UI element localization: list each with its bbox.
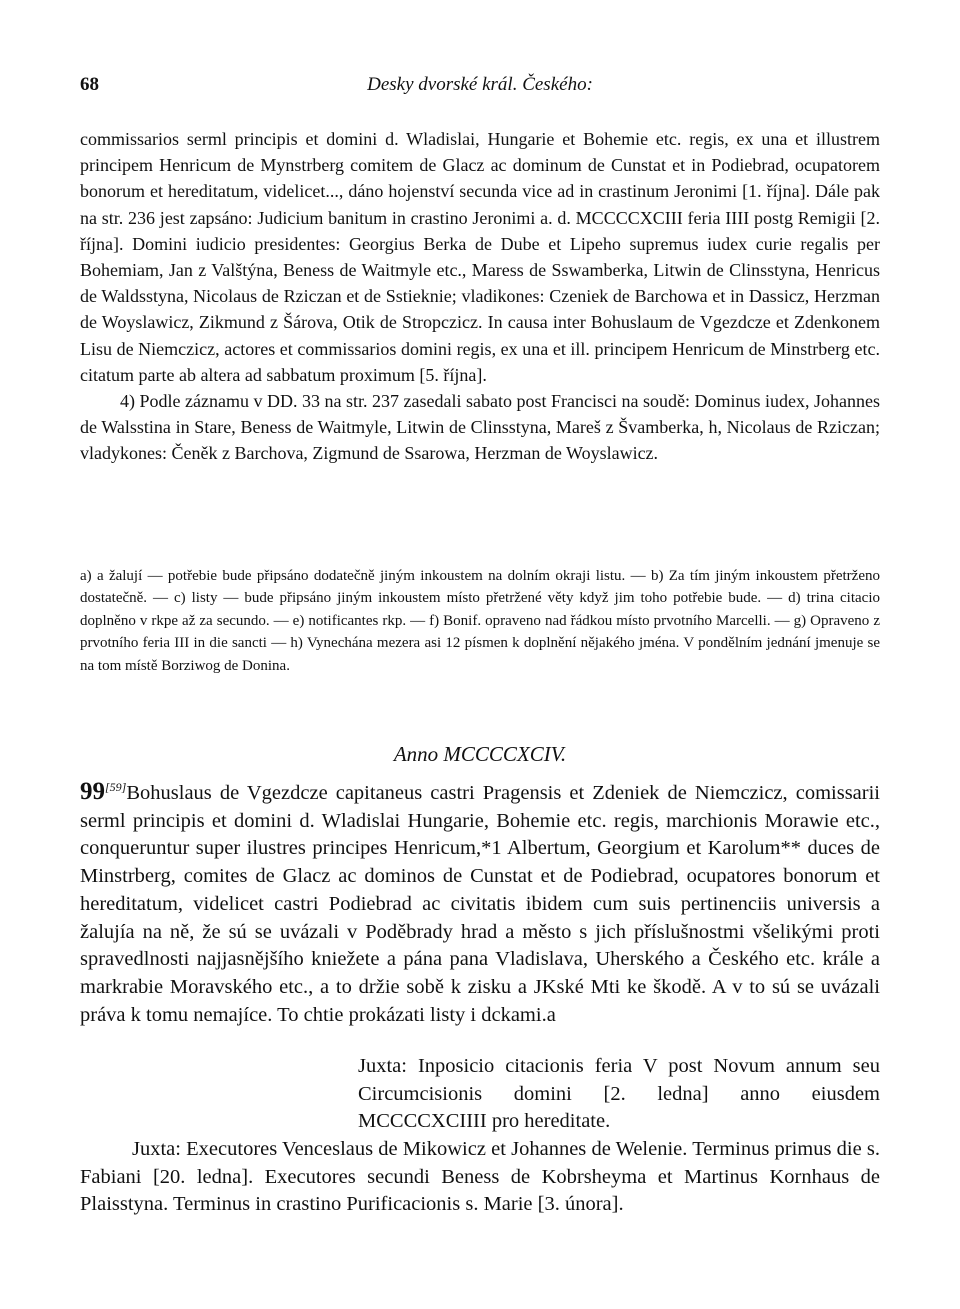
year-heading: Anno MCCCCXCIV. [393,742,567,766]
continuation-paragraph: commissarios serml principis et domini d. Wladislai, Hungarie et Bohemie etc. regis, ex una et illustrem principem Henricum de Mynstrberg comitem de Glacz ac dominum de Cunstat et in Podiebrad, ocupatorem bonorum et hereditatum, videlicet..., dáno hojenství secunda vice ad in crastinum Jeronimi [1. října]. Dále pak na str. 236 jest zapsáno: Judicium banitum in crastino Jeronimi a. d. MCCCCXCIII feria IIII postg Remigii [2. října]. Domini iudicio presidentes: Georgius Berka de Dube et Lipeho supremus iudex curie regalis per Bohemiam, Jan z Valštýna, Beness de Waitmyle etc., Maress de Sswamberka, Litwin de Clinsstyna, Henricus de Waldsstyna, Nicolaus de Rziczan et de Sstieknie; vladikones: Czeniek de Barchowa et in Dassicz, Herzman de Woyslawicz, Zikmund z Šárova, Otik de Stropczicz. In causa inter Bohuslaum de Vgezdcze et Zdenkonem Lisu de Niemczicz, actores et commissarios domini regis, ex una et ill. principem Henricum de Minstrberg etc. citatum parte ab altera ad sabbatum proximum [5. října]. [80,129,880,385]
upper-text [80,126,880,467]
footnote-4-paragraph: 4) Podle záznamu v DD. 33 na str. 237 zasedali sabato post Francisci na soudě: Dominus iudex, Johannes de Walsstina in Stare, Beness de Waitmyle, Litwin de Clinsstyna, Mareš z Švamberka, h, Nicolaus de Rziczan; vladykones: Čeněk z Barchova, Zigmund de Ssarowa, Herzman de Woyslawicz. [80,391,880,464]
juxta-note-right [358,1053,880,1136]
page-number: 68 [80,74,99,95]
folio-mark: [59] [105,780,127,795]
apparatus-notes: a) a žalují — potřebie bude připsáno dodatečně jiným inkoustem na dolním okraji listu. — b) Za tím jiným inkoustem přetrženo dostatečně. — c) listy — bude připsáno jiným inkoustem místo přetržené věty když jim toho potřebie bude. — d) trina citacio doplněno v rkpe až za secundo. — e) notificantes rkp. — f) Bonif. opraveno nad řádkou místo prvotního Marcelli. — g) Opraveno z prvotního feria III in die sancti — h) Vynechána mezera asi 12 písmen k doplnění nějakého jména. V pondělním jednání jmenuje se na tom místě Borziwog de Donina. [80,568,880,674]
juxta-executores: Juxta: Executores Venceslaus de Mikowicz et Johannes de Welenie. Terminus primus die s. Fabiani [20. ledna]. Executores secundi Beness de Kobrsheyma et Martinus Kornhaus de Plaisstyna. Terminus in crastino Purificacionis s. Marie [3. února]. [80,1138,880,1216]
entry-99 [80,778,880,1029]
entry-number: 99 [80,778,105,805]
entry-paragraph [80,778,880,1029]
entry-body: Bohuslaus de Vgezdcze capitaneus castri Pragensis et Zdeniek de Niemczicz, comissarii serml principis et domini d. Wladislai Hungarie, Bohemie etc. regis, marchionis Morawie etc., conqueruntur super ilustres principes Henricum,*1 Albertum, Georgium et Karolum** duces de Minstrberg, comites de Glacz ac dominos de Cunstat et de Podiebrad, ocupatores bonorum et hereditatum, videlicet castri Podiebrad ac civitatis ibidem cum suis pertinenciis universis a žalujía na ně, že sú se uvázali v Poděbrady hrad a město s jich příslušnostmi všelikými proti spravedlnosti najjasnějšího kniežete a pána pana Vladislava, Uherského a Českého etc. krále a markrabie Moravského etc., a to držie sobě k zisku a JKské Mti ke škodě. A v to sú se uvázali práva k tomu nemajíce. To chtie prokázati listy i dckami.a [80,782,880,1026]
juxta-inposicio: Juxta: Inposicio citacionis feria V post Novum annum seu Circumcisionis domini [2. ledna] anno eiusdem MCCCCXCIIII pro hereditate. [358,1055,880,1133]
critical-apparatus [80,565,880,677]
running-title: Desky dvorské král. Českého: [367,74,593,95]
running-head [80,74,880,102]
juxta-note-executores [80,1136,880,1219]
